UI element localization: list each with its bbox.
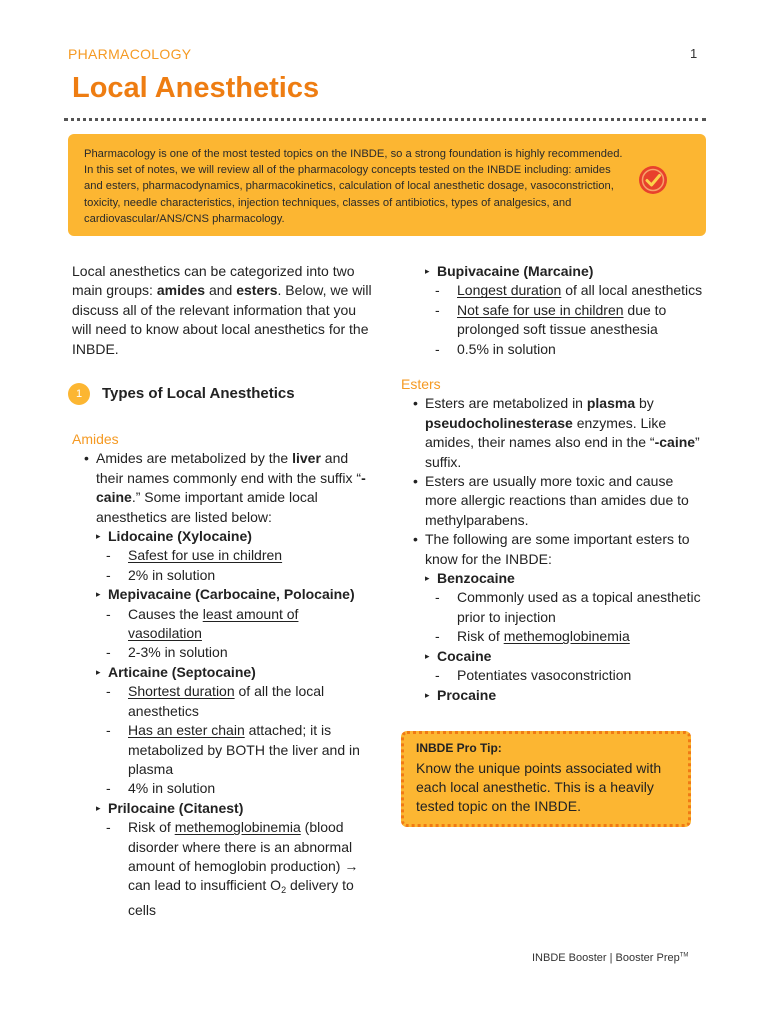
- list-item: • Esters are metabolized in plasma by pseudocholinesterase enzymes. Like amides, their names also end in the “-caine” suffix.: [413, 394, 701, 472]
- list-item: - Risk of methemoglobinemia (blood disorder where there is an abnormal amount of hemoglobin production) → can lead to insufficient $O_2$ delivery to cells: [106, 818, 372, 920]
- drug-articaine: ▸ Articaine (Septocaine): [96, 663, 372, 682]
- pro-tip-title: INBDE Pro Tip:: [416, 741, 502, 755]
- list-item: • The following are some important esters to know for the INBDE:: [413, 530, 701, 569]
- section-number-badge: 1: [68, 383, 90, 405]
- drug-prilocaine: ▸ Prilocaine (Citanest): [96, 799, 372, 818]
- drug-mepivacaine: ▸ Mepivacaine (Carbocaine, Polocaine): [96, 585, 372, 604]
- list-item: • Amides are metabolized by the liver and their names commonly end with the suffix “-caine.” Some important amide local anesthetics are listed below:: [84, 449, 372, 527]
- esters-section: [401, 375, 701, 705]
- list-item: - Has an ester chain attached; it is metabolized by BOTH the liver and in plasma: [106, 721, 372, 779]
- drug-procaine: ▸ Procaine: [425, 686, 701, 705]
- title-divider: [64, 118, 706, 121]
- amides-heading: Amides: [72, 431, 119, 447]
- list-item: - Potentiates vasoconstriction: [435, 666, 701, 685]
- page-number: 1: [690, 46, 698, 61]
- list-item: - 4% in solution: [106, 779, 372, 798]
- section-heading: Types of Local Anesthetics: [102, 385, 295, 402]
- intro-text: Pharmacology is one of the most tested topics on the INBDE, so a strong foundation is highly recommended. In this set of notes, we will review all of the pharmacology concepts tested on the INBDE including: amides and esters, pharmacodynamics, pharmacokinetics, calculation of local anesthetic dosage, vasoconstriction, toxicity, needle characteristics, injection techniques, classes of antibiotics, types of analgesics, and cardiovascular/ANS/CNS pharmacology.: [84, 148, 623, 225]
- drug-bupivacaine: ▸ Bupivacaine (Marcaine): [425, 262, 705, 281]
- list-item: - 2% in solution: [106, 566, 372, 585]
- drug-lidocaine: ▸ Lidocaine (Xylocaine): [96, 527, 372, 546]
- section-label: PHARMACOLOGY: [68, 46, 192, 62]
- list-item: - 2-3% in solution: [106, 643, 372, 662]
- pro-tip-text: Know the unique points associated with each local anesthetic. This is a heavily tested topic on the INBDE.: [416, 760, 662, 814]
- list-item: - Risk of methemoglobinemia: [435, 627, 701, 646]
- list-item: - Not safe for use in children due to prolonged soft tissue anesthesia: [435, 301, 705, 340]
- esters-heading: Esters: [401, 376, 441, 392]
- list-item: - Causes the least amount of vasodilation: [106, 605, 372, 644]
- amides-section: [72, 430, 372, 920]
- footer: INBDE Booster | Booster Prep™: [532, 952, 689, 964]
- list-item: - Safest for use in children: [106, 546, 372, 565]
- page-title: Local Anesthetics: [72, 72, 320, 104]
- check-circle-icon: [638, 165, 668, 195]
- list-item: - Longest duration of all local anesthetics: [435, 281, 705, 300]
- list-item: • Esters are usually more toxic and cause more allergic reactions than amides due to methylparabens.: [413, 472, 701, 530]
- bupivacaine-block: [425, 262, 705, 359]
- drug-cocaine: ▸ Cocaine: [425, 647, 701, 666]
- overview-paragraph: Local anesthetics can be categorized into two main groups: amides and esters. Below, we will discuss all of the relevant information that you will need to know about local anesthetics for the INBDE.: [72, 263, 372, 357]
- list-item: - 0.5% in solution: [435, 340, 705, 359]
- list-item: - Shortest duration of all the local anesthetics: [106, 682, 372, 721]
- list-item: - Commonly used as a topical anesthetic prior to injection: [435, 588, 701, 627]
- drug-benzocaine: ▸ Benzocaine: [425, 569, 701, 588]
